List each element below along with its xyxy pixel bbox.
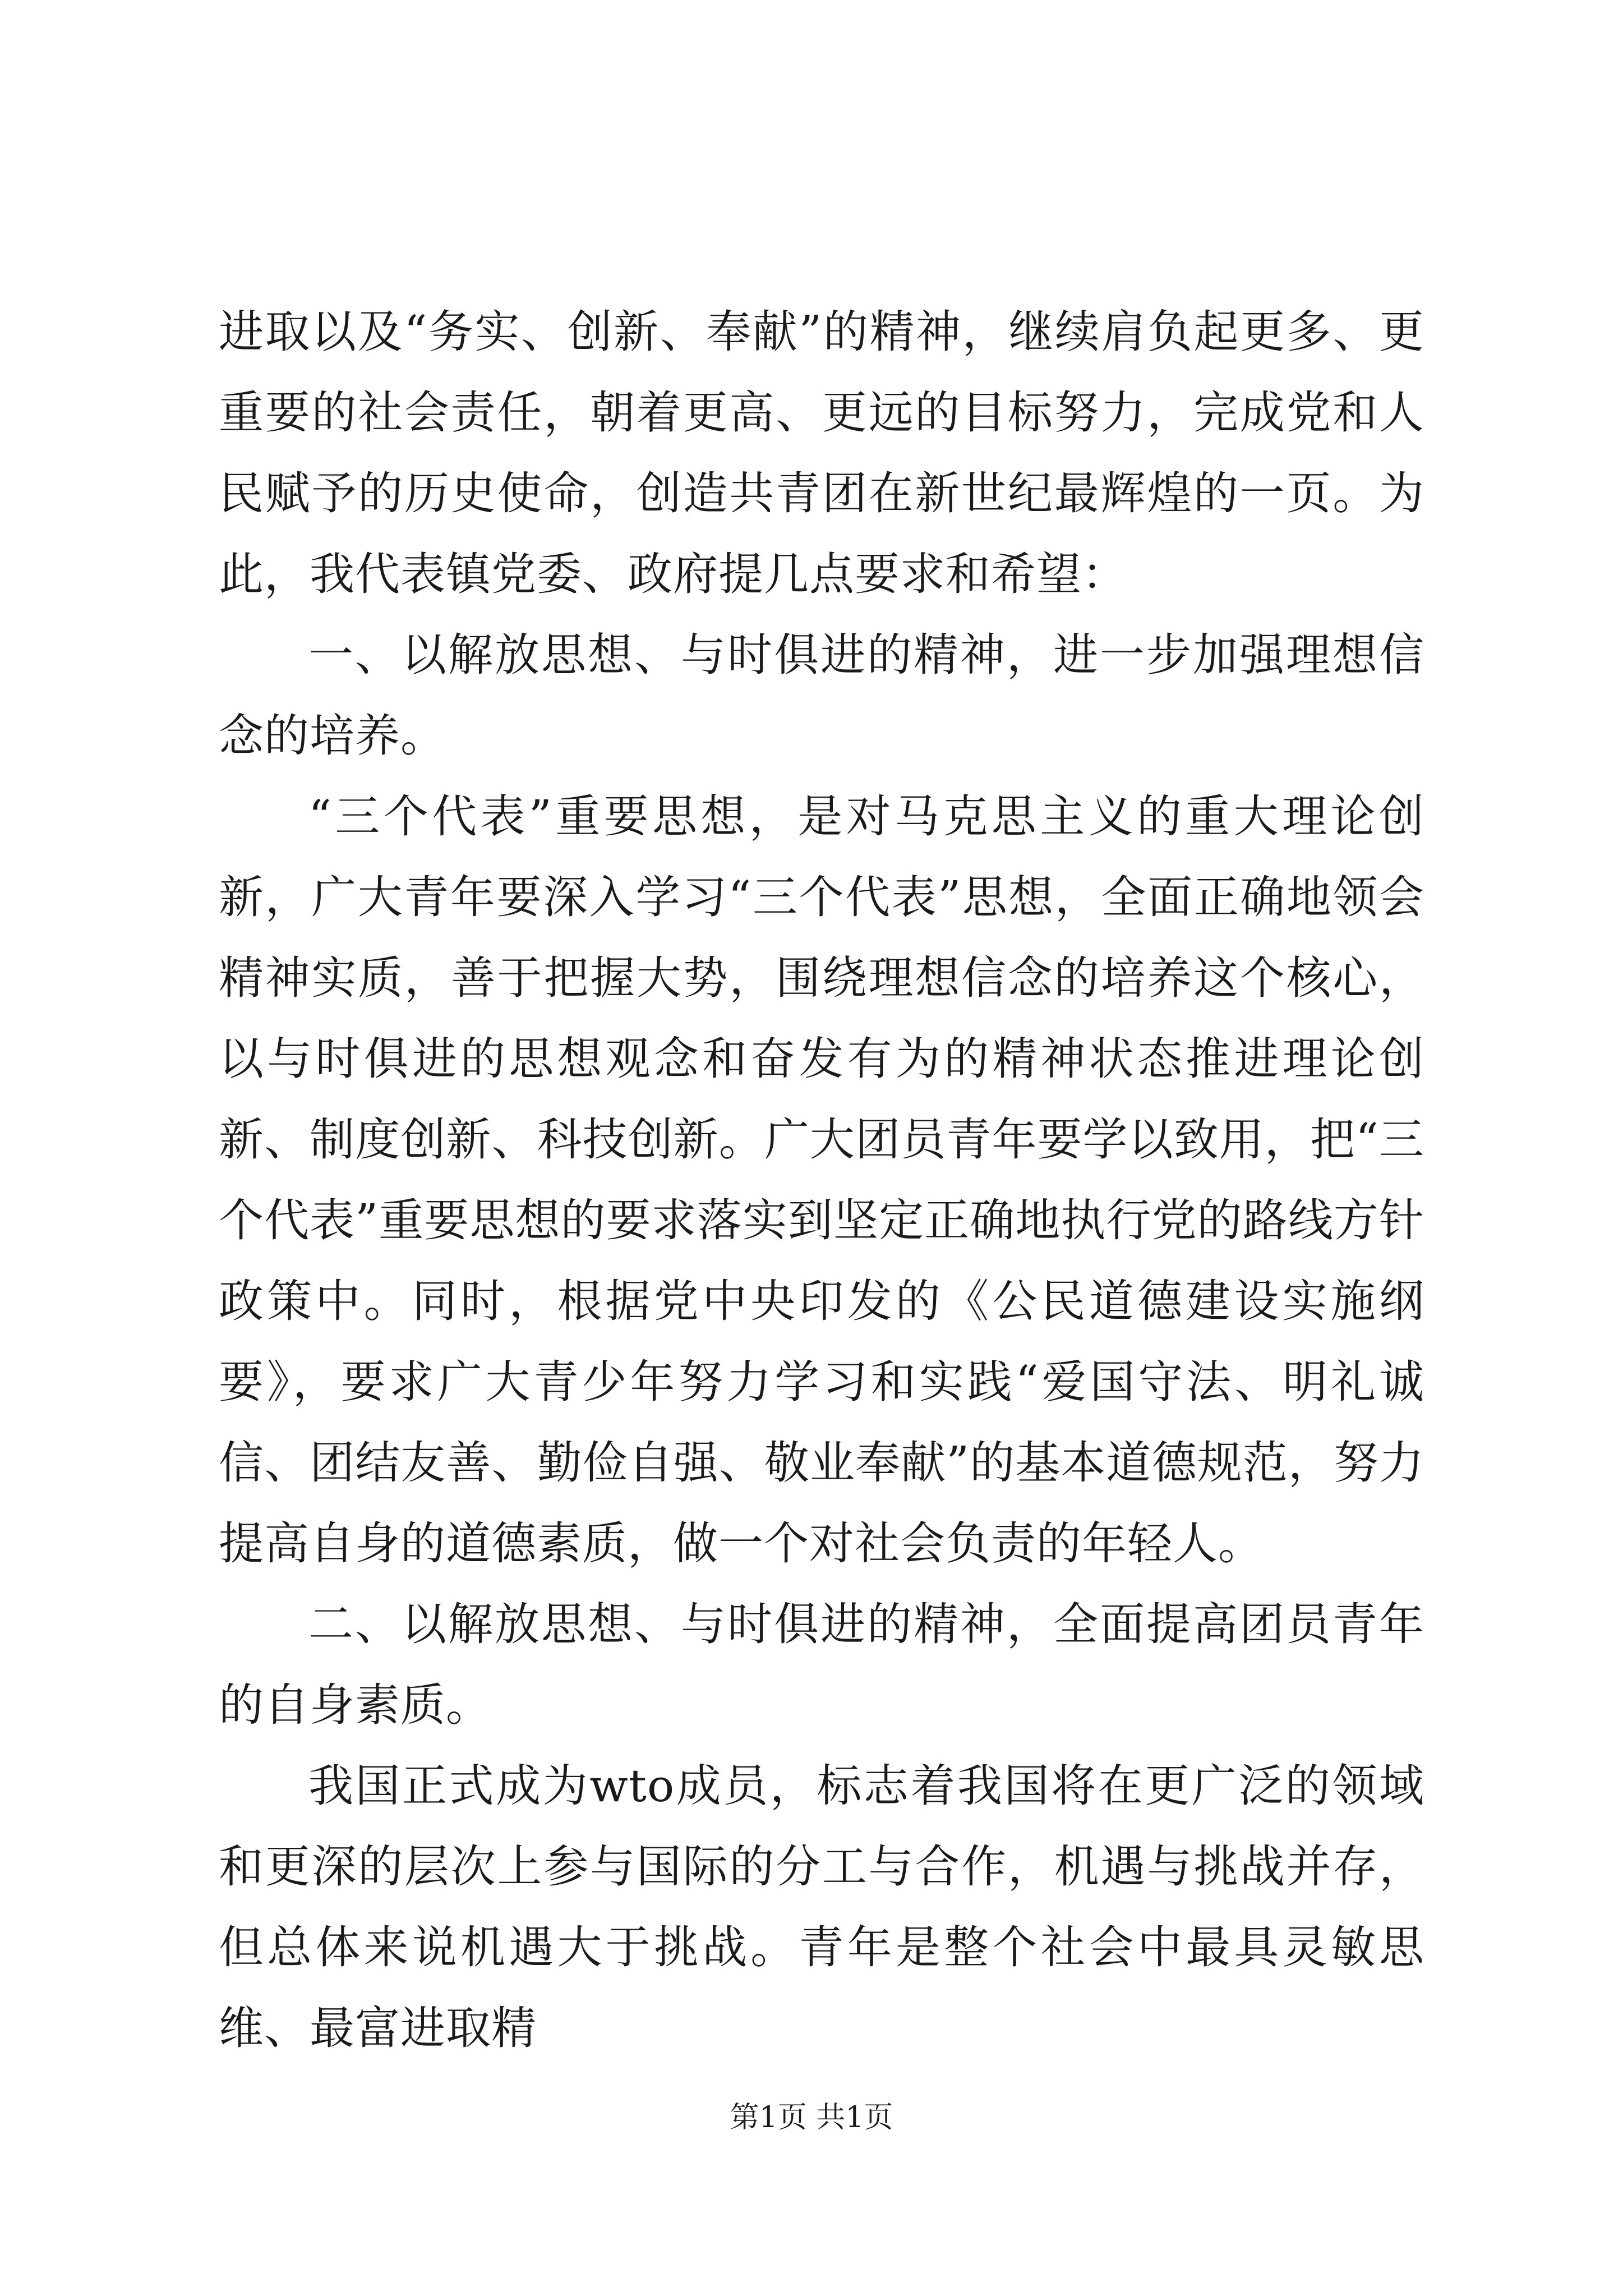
paragraph-5: 我国正式成为wto成员，标志着我国将在更广泛的领域和更深的层次上参与国际的分工与合作，机遇与挑战并存，但总体来说机遇大于挑战。青年是整个社会中最具灵敏思维、最富进取精 [219,1760,1424,2054]
paragraph-2-heading: 一、以解放思想、与时俱进的精神，进一步加强理想信念的培养。 [219,629,1424,762]
paragraph-1: 进取以及“务实、创新、奉献”的精神，继续肩负起更多、更重要的社会责任，朝着更高、更远的目标努力，完成党和人民赋予的历史使命，创造共青团在新世纪最辉煌的一页。为此，我代表镇党委、政府提几点要求和希望： [219,306,1424,600]
paragraph-4-heading: 二、以解放思想、与时俱进的精神，全面提高团员青年的自身素质。 [219,1598,1424,1731]
paragraph-3: “三个代表”重要思想，是对马克思主义的重大理论创新，广大青年要深入学习“三个代表”思想，全面正确地领会精神实质，善于把握大势，围绕理想信念的培养这个核心，以与时俱进的思想观念和奋发有为的精神状态推进理论创新、制度创新、科技创新。广大团员青年要学以致用，把“三个代表”重要思想的要求落实到坚定正确地执行党的路线方针政策中。同时，根据党中央印发的《公民道德建设实施纲要》，要求广大青少年努力学习和实践“爱国守法、明礼诚信、团结友善、勤俭自强、敬业奉献”的基本道德规范，努力提高自身的道德素质，做一个对社会负责的年轻人。 [219,790,1424,1570]
document-body [219,292,1424,2069]
page-footer: 第1页 共1页 [730,2101,893,2134]
